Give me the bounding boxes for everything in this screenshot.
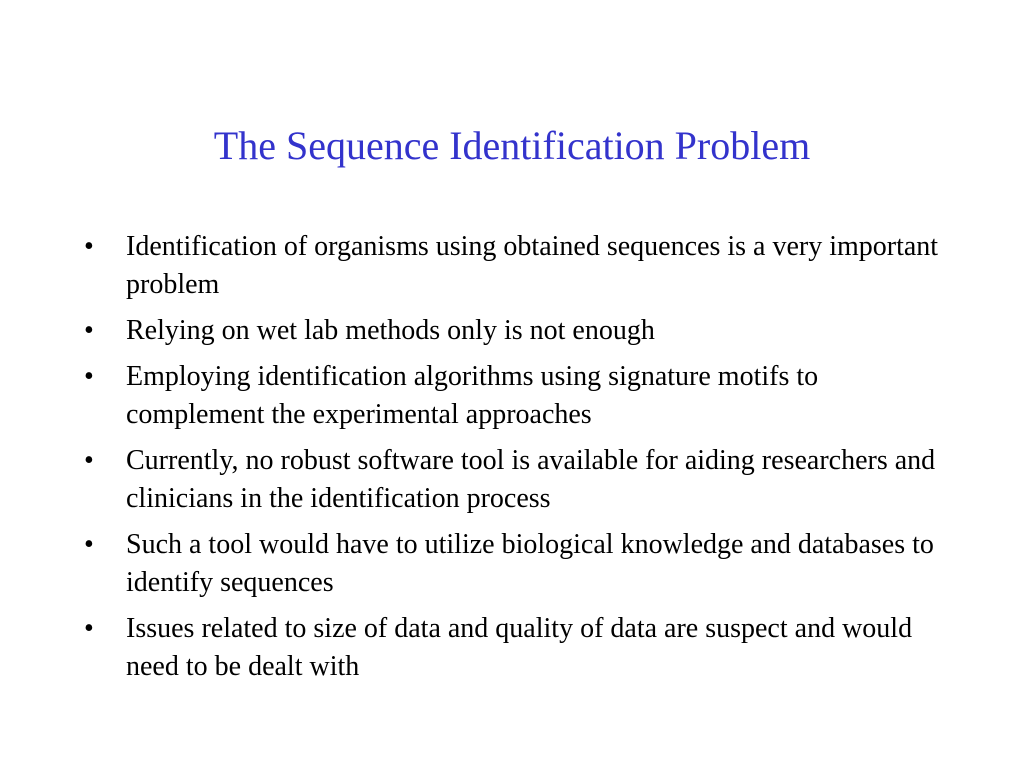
bullet-item [84,312,954,350]
bullet-icon: • [84,529,94,560]
bullet-item [84,526,954,602]
bullet-text: Currently, no robust software tool is available for aiding researchers and clinicians in the identification process [126,445,936,514]
bullet-icon: • [84,315,94,346]
bullet-text: Relying on wet lab methods only is not enough [126,315,655,346]
slide-title: The Sequence Identification Problem [213,123,811,168]
bullet-text: Such a tool would have to utilize biological knowledge and databases to identify sequences [126,529,934,598]
bullet-list [84,228,954,694]
bullet-icon: • [84,445,94,476]
bullet-icon: • [84,231,94,262]
bullet-item [84,358,954,434]
bullet-item [84,610,954,686]
bullet-item [84,442,954,518]
bullet-text: Identification of organisms using obtained sequences is a very important problem [126,231,939,300]
bullet-item [84,228,954,304]
bullet-text: Issues related to size of data and quality of data are suspect and would need to be dealt with [126,613,913,682]
bullet-icon: • [84,613,94,644]
bullet-icon: • [84,361,94,392]
bullet-text: Employing identification algorithms using signature motifs to complement the experimental approaches [126,361,819,430]
